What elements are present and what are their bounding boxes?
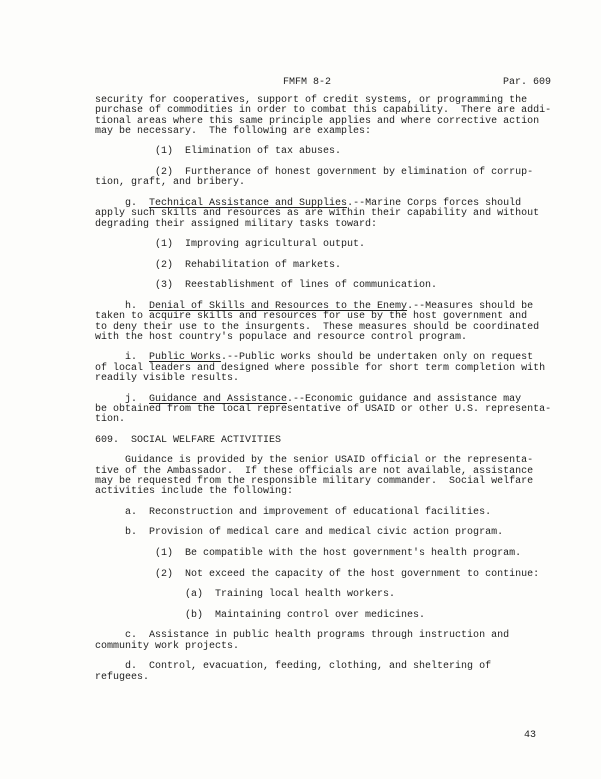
text-line: refugees. [95, 671, 150, 683]
text-line: (2) Furtherance of honest government by elimination of corrup- [95, 167, 534, 179]
text-line: b. Provision of medical care and medical civic action program. [95, 527, 504, 539]
text-line: (a) Training local health workers. [95, 589, 396, 601]
manual-number: FMFM 8-2 [283, 77, 332, 88]
text-line: community work projects. [95, 640, 240, 652]
text-line: be obtained from the local representative of USAID or other U.S. representa- [95, 403, 552, 415]
text-line: degrading their assigned military tasks toward: [95, 218, 378, 230]
page-number: 43 [524, 730, 537, 741]
text-line: security for cooperatives, support of credit systems, or programming the [95, 95, 528, 106]
text-line: purchase of commodities in order to combat this capability. There are addi- [95, 105, 552, 117]
paragraph-reference: Par. 609 [502, 77, 551, 88]
text-line: (1) Elimination of tax abuses. [95, 146, 342, 158]
text-line: (2) Rehabilitation of markets. [95, 259, 342, 271]
document-body [95, 96, 565, 683]
text-line: a. Reconstruction and improvement of educational facilities. [95, 506, 492, 518]
text-line: of local leaders and designed where possible for short term completion with [95, 362, 546, 374]
text-line: (1) Be compatible with the host government's health program. [95, 548, 522, 560]
text-line: to deny their use to the insurgents. These measures should be coordinated [95, 321, 540, 333]
text-line: j. Guidance and Assistance.--Economic guidance and assistance may [95, 393, 522, 405]
text-line: tive of the Ambassador. If these officials are not available, assistance [95, 465, 534, 477]
page-header [95, 78, 551, 90]
text-line: tion, graft, and bribery. [95, 177, 246, 189]
text-line: c. Assistance in public health programs through instruction and [95, 630, 510, 642]
text-line: readily visible results. [95, 373, 240, 385]
text-line: apply such skills and resources as are within their capability and without [95, 208, 540, 220]
text-line: 609. SOCIAL WELFARE ACTIVITIES [95, 434, 282, 446]
text-line: (3) Reestablishment of lines of communication. [95, 280, 438, 292]
text-line: g. Technical Assistance and Supplies.--Marine Corps forces should [95, 197, 522, 209]
text-line: (1) Improving agricultural output. [95, 239, 366, 251]
text-line: may be requested from the responsible military commander. Social welfare [95, 475, 534, 487]
text-line: Guidance is provided by the senior USAID official or the representa- [95, 455, 534, 467]
text-line: taken to acquire skills and resources for use by the host government and [95, 311, 528, 323]
text-line: (b) Maintaining control over medicines. [95, 609, 426, 621]
text-line: tion. [95, 414, 126, 426]
text-line: with the host country's populace and resource control program. [95, 331, 468, 343]
text-line: i. Public Works.--Public works should be undertaken only on request [95, 352, 534, 364]
text-line: tional areas where this same principle applies and where corrective action [95, 115, 540, 127]
text-line: activities include the following: [95, 486, 294, 498]
text-line: (2) Not exceed the capacity of the host government to continue: [95, 568, 540, 580]
text-line: may be necessary. The following are examples: [95, 125, 372, 137]
text-line: h. Denial of Skills and Resources to the Enemy.--Measures should be [95, 300, 534, 312]
text-line: d. Control, evacuation, feeding, clothing, and sheltering of [95, 661, 492, 673]
